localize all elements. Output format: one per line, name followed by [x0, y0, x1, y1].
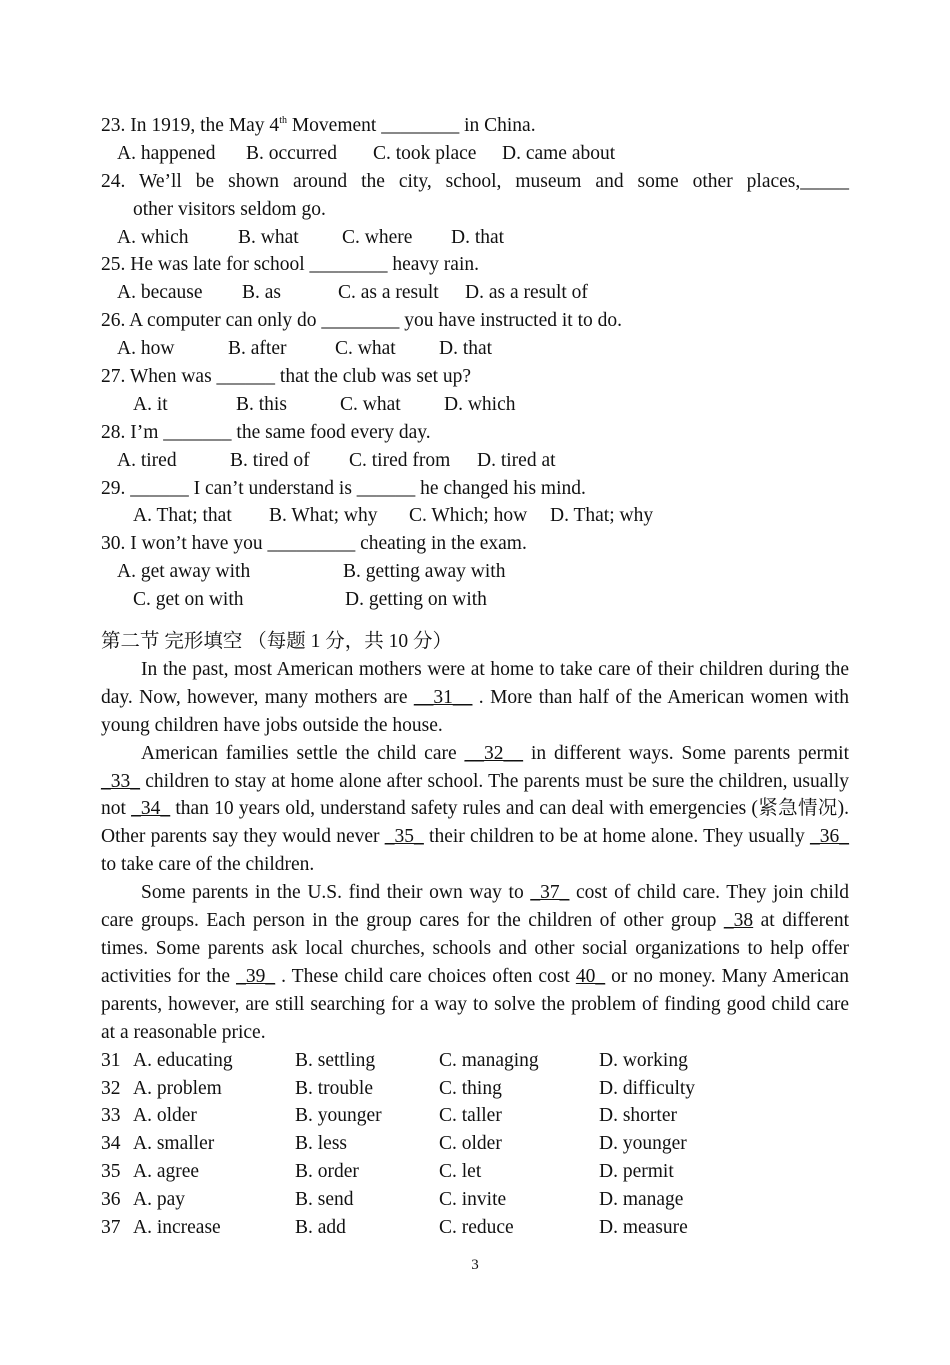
question-28-stem: 28. I’m _______ the same food every day. — [101, 421, 431, 443]
option-a: A. which — [117, 226, 189, 248]
option-b: B. getting away with — [343, 561, 506, 583]
option-b: B. occurred — [246, 142, 337, 164]
blank-40: 40_ — [575, 965, 606, 987]
question-25-options — [101, 279, 849, 307]
blank-36: _36_ — [809, 826, 849, 848]
option-a: A. happened — [117, 142, 216, 164]
question-28-options — [101, 447, 849, 475]
blank-39: _39_ — [236, 965, 276, 987]
option-c: C. what — [335, 338, 396, 360]
question-30-options-ab — [101, 558, 849, 586]
answer-row: 37 A. increase B. add C. reduce D. measure — [101, 1216, 688, 1238]
blank-34: _34_ — [131, 798, 171, 820]
option-d: D. which — [444, 393, 516, 415]
exam-page — [101, 112, 849, 1242]
option-c: C. tired from — [349, 449, 451, 471]
passage-paragraph-2: American families settle the child care __32__ in different ways. Some parents permit _33_ children to stay at home alone after school. The parents must be sure the children, usually not _34_ than 10 years old, understand safety rules and can deal with emergencies (紧急情况). Other parents say they would never _35_ their children to be at home alone. They usually _36_ to take care of the children. — [101, 742, 849, 876]
question-24-stem: 24. We’ll be shown around the city, school, museum and some other places,_____ — [101, 170, 849, 192]
blank-37: _37_ — [530, 882, 570, 904]
option-b: B. this — [236, 393, 287, 415]
answer-row: 31 A. educating B. settling C. managing D. working — [101, 1049, 688, 1071]
option-b: B. what — [238, 226, 299, 248]
option-a: A. it — [133, 393, 168, 415]
option-c: C. get on with — [133, 589, 244, 611]
blank-35: _35_ — [384, 826, 424, 848]
answer-choices — [101, 1047, 849, 1242]
option-a: A. get away with — [117, 561, 251, 583]
option-d: D. That; why — [550, 505, 654, 527]
cloze-passage — [101, 656, 849, 1047]
section-title: 第二节 完形填空 （每题 1 分，共 10 分） — [101, 631, 453, 653]
option-d: D. that — [439, 338, 493, 360]
question-23-stem: 23. In 1919, the May 4th Movement ________ in China. — [101, 115, 536, 136]
question-30-options-cd — [101, 586, 849, 614]
option-c: C. as a result — [338, 282, 439, 304]
page-number: 3 — [471, 1257, 479, 1273]
answer-row: 33 A. older B. younger C. taller D. shorter — [101, 1105, 677, 1127]
option-d: D. tired at — [477, 449, 556, 471]
question-29-options — [101, 502, 849, 530]
option-c: C. where — [342, 226, 413, 248]
question-26-stem: 26. A computer can only do ________ you have instructed it to do. — [101, 310, 623, 332]
question-27-stem: 27. When was ______ that the club was set up? — [101, 366, 472, 388]
option-c: C. what — [340, 393, 401, 415]
option-b: B. What; why — [269, 505, 378, 527]
question-25-stem: 25. He was late for school ________ heavy rain. — [101, 254, 479, 276]
question-24-options — [101, 224, 849, 252]
blank-32: __32__ — [464, 742, 524, 764]
question-23-options — [101, 140, 849, 168]
option-b: B. tired of — [230, 449, 310, 471]
option-d: D. getting on with — [345, 589, 487, 611]
passage-paragraph-3: Some parents in the U.S. find their own way to _37_ cost of child care. They join child care groups. Each person in the group cares for the children of other group _38 at different times. Some parents ask local churches, schools and other social organizations to help offer activities for the _39_ . These child care choices often cost 40_ or no money. Many American parents, however, are still searching for a way to solve the problem of finding good child care at a reasonable price. — [101, 882, 849, 1043]
option-b: B. as — [242, 282, 281, 304]
answer-row: 35 A. agree B. order C. let D. permit — [101, 1161, 674, 1183]
answer-row: 34 A. smaller B. less C. older D. younger — [101, 1133, 687, 1155]
blank-31: __31__ — [413, 686, 473, 708]
option-a: A. how — [117, 338, 175, 360]
blank-33: _33_ — [101, 770, 140, 792]
question-26-options — [101, 335, 849, 363]
option-d: D. as a result of — [465, 282, 588, 304]
option-a: A. tired — [117, 449, 177, 471]
blank-38: _38 — [723, 910, 754, 932]
question-30-stem: 30. I won’t have you _________ cheating in the exam. — [101, 533, 527, 555]
answer-row: 32 A. problem B. trouble C. thing D. difficulty — [101, 1077, 696, 1099]
option-c: C. Which; how — [409, 505, 528, 527]
option-c: C. took place — [373, 142, 477, 164]
question-27-options — [101, 391, 849, 419]
question-24-stem-cont: other visitors seldom go. — [133, 198, 326, 220]
option-a: A. because — [117, 282, 203, 304]
question-29-stem: 29. ______ I can’t understand is ______ he changed his mind. — [101, 477, 586, 499]
option-b: B. after — [228, 338, 287, 360]
option-a: A. That; that — [133, 505, 232, 527]
answer-row: 36 A. pay B. send C. invite D. manage — [101, 1189, 684, 1211]
passage-paragraph-1: In the past, most American mothers were at home to take care of their children during the day. Now, however, many mothers are __31__ . More than half of the American women with young children have jobs outside the house. — [101, 658, 849, 736]
option-d: D. that — [451, 226, 505, 248]
option-d: D. came about — [502, 142, 616, 164]
